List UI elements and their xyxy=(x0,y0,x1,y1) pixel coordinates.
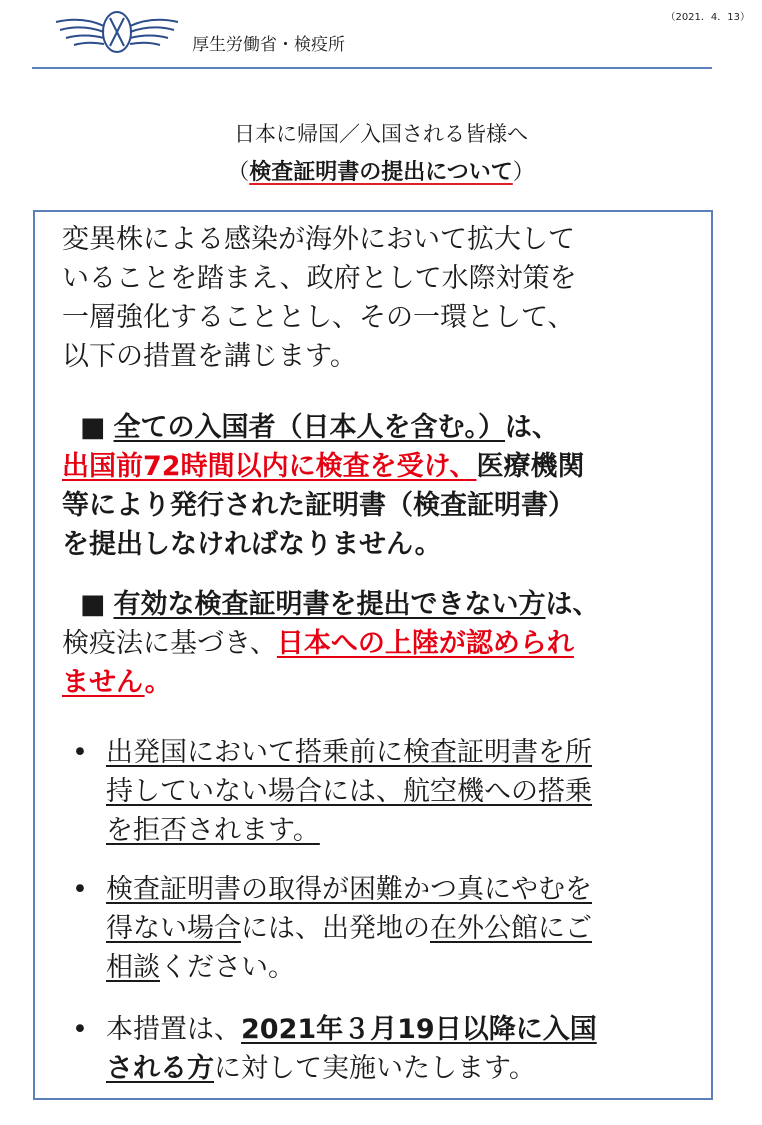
square-bullet-icon: ■ xyxy=(80,589,106,620)
all-entrants-notice: ■ 全ての入国者（日本人を含む。）は、 出国前72時間以内に検査を受け、医療機関 等により発行された証明書（検査証明書） を提出しなければなりません。 xyxy=(62,412,585,560)
list-item-consult-embassy: • 検査証明書の取得が困難かつ真にやむを 得ない場合には、出発地の在外公館にご 相談ください。 xyxy=(72,870,698,987)
bullet-dot-icon: • xyxy=(72,1014,88,1045)
test-timing-requirement: 出国前72時間以内に検査を受け、 xyxy=(62,451,477,482)
page-title: 日本に帰国／入国される皆様へ xyxy=(234,122,528,146)
page-subtitle: （検査証明書の提出について） xyxy=(227,160,535,185)
intro-paragraph: 変異株による感染が海外において拡大して いることを踏まえ、政府として水際対策を 一層強化することとし、その一環として、 以下の措置を講じます。 xyxy=(62,224,577,372)
landing-denied-warning: 日本への上陸が認められ xyxy=(276,628,574,659)
subtitle-emphasis: 検査証明書の提出について xyxy=(249,160,513,185)
square-bullet-icon: ■ xyxy=(80,412,106,443)
header-divider xyxy=(32,67,712,69)
invalid-certificate-notice: ■ 有効な検査証明書を提出できない方は、 検疫法に基づき、日本への上陸が認められ ません。 xyxy=(62,589,600,698)
list-item-effective-date: • 本措置は、2021年３月19日以降に入国 される方に対して実施いたします。 xyxy=(72,1010,698,1088)
date-label: （2021．4．13） xyxy=(665,12,750,23)
list-item-boarding-refusal: • 出発国において搭乗前に検査証明書を所 持していない場合には、航空機への搭乗 を拒否されます。 xyxy=(72,733,698,850)
quarantine-emblem-icon xyxy=(52,8,182,56)
organization-name: 厚生労働省・検疫所 xyxy=(192,35,345,55)
bullet-dot-icon: • xyxy=(72,874,88,905)
bullet-dot-icon: • xyxy=(72,737,88,768)
